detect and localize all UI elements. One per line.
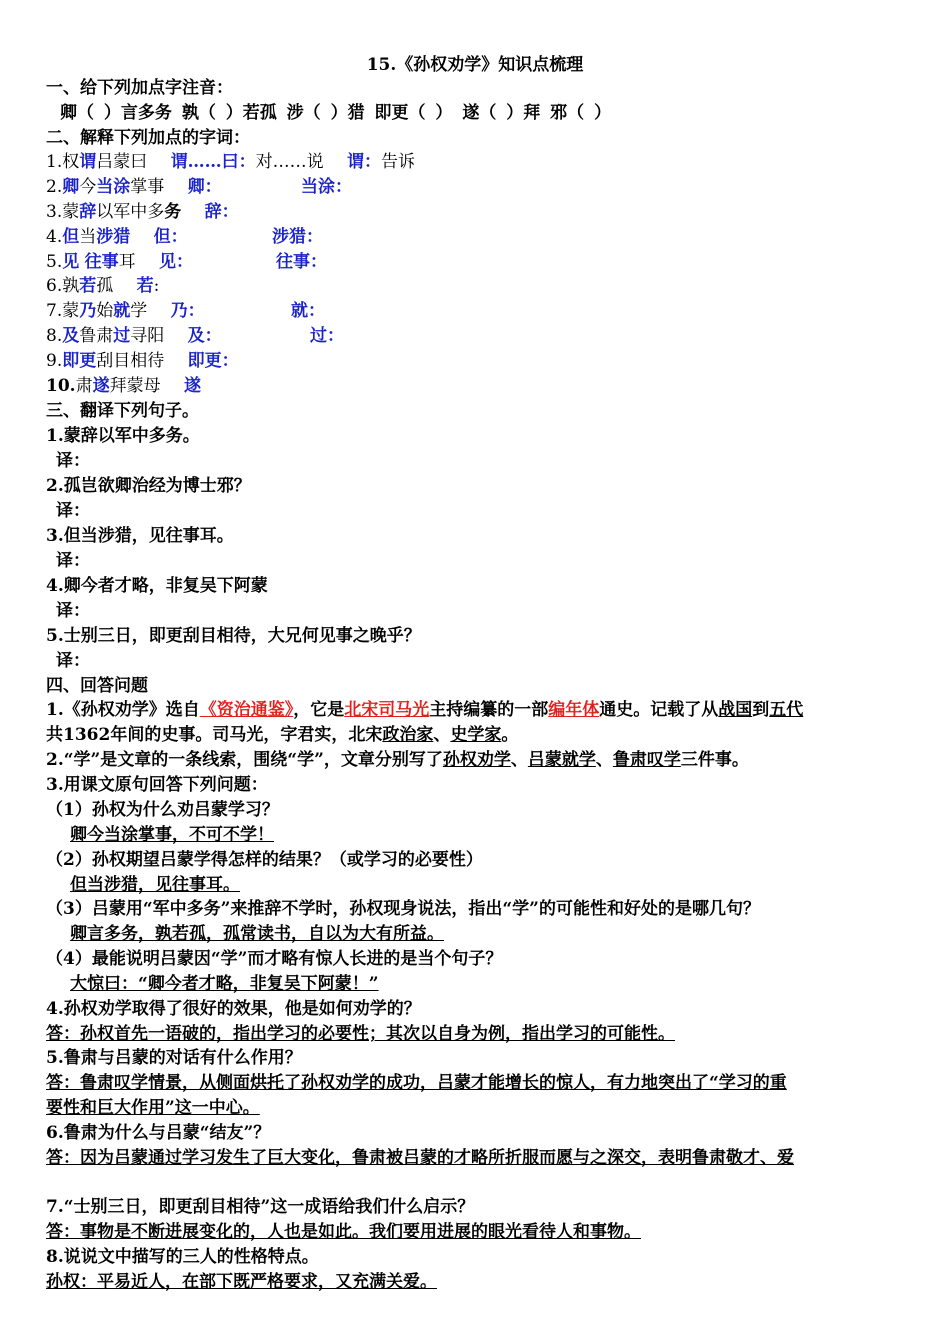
question-6: 6.鲁肃为什么与吕蒙“结友”？ — [46, 1123, 271, 1143]
question-2: 2.“学”是文章的一条线索，围绕“学”，文章分别写了孙权劝学、吕蒙就学、鲁肃叹学三件事。 — [46, 750, 749, 770]
question-3-2: （2）孙权期望吕蒙学得怎样的结果？（或学习的必要性） — [46, 850, 483, 870]
page-title: 15.《孙权劝学》知识点梳理 — [366, 55, 584, 75]
answer-7: 答：事物是不断进展变化的，人也是如此。我们要用进展的眼光看待人和事物。 — [46, 1222, 641, 1242]
translate-sentence-3: 3.但当涉猎，见往事耳。 — [46, 526, 234, 546]
translate-label-5: 译： — [56, 651, 90, 671]
vocab-item-10: 10.肃遂拜蒙母 遂 — [46, 376, 201, 396]
translate-label-2: 译： — [56, 501, 90, 521]
answer-3-3: 卿言多务，孰若孤，孤常读书，自以为大有所益。 — [70, 924, 444, 944]
section-1-heading: 一、给下列加点字注音： — [46, 78, 233, 98]
vocab-item-1: 1.权谓吕蒙曰 谓……曰：对……说 谓：告诉 — [46, 152, 416, 172]
pinyin-items: 卿（ ）言多务 孰（ ）若孤 涉（ ）猎 即更（ ） 遂（ ）拜 邪（ ） — [60, 103, 612, 123]
vocab-item-9: 9.即更刮目相待 即更： — [46, 351, 239, 371]
vocab-item-8: 8.及鲁肃过寻阳 及： 过： — [46, 326, 344, 346]
answer-3-1: 卿今当涂掌事，不可不学！ — [70, 825, 274, 845]
vocab-item-5: 5.见 往事耳 见： 往事： — [46, 252, 327, 272]
translate-label-4: 译： — [56, 601, 90, 621]
question-7: 7.“士别三日，即更刮目相待”这一成语给我们什么启示？ — [46, 1197, 475, 1217]
answer-3-4: 大惊曰：“卿今者才略，非复吴下阿蒙！” — [70, 974, 379, 994]
translate-sentence-5: 5.士别三日，即更刮目相待，大兄何见事之晚乎？ — [46, 626, 421, 646]
answer-5-line-1: 答：鲁肃叹学情景，从侧面烘托了孙权劝学的成功，吕蒙才能增长的惊人，有力地突出了“学习的重 — [46, 1073, 787, 1093]
answer-3-2: 但当涉猎，见往事耳。 — [70, 875, 240, 895]
translate-sentence-4: 4.卿今者才略，非复吴下阿蒙 — [46, 576, 268, 596]
section-2-heading: 二、解释下列加点的字词： — [46, 128, 250, 148]
section-4-heading: 四、回答问题 — [46, 676, 148, 696]
question-8: 8.说说文中描写的三人的性格特点。 — [46, 1247, 319, 1267]
answer-5-line-2: 要性和巨大作用”这一中心。 — [46, 1098, 260, 1118]
vocab-item-3: 3.蒙辞以军中多务 辞： — [46, 202, 239, 222]
question-1-line-2: 共1362年间的史事。司马光，字君实，北宋政治家、史学家。 — [46, 725, 519, 745]
question-3: 3.用课文原句回答下列问题： — [46, 775, 268, 795]
question-3-1: （1）孙权为什么劝吕蒙学习？ — [46, 800, 279, 820]
question-1-line-1: 1.《孙权劝学》选自《资治通鉴》，它是北宋司马光主持编纂的一部编年体通史。记载了从战国到五代 — [46, 700, 804, 720]
translate-label-1: 译： — [56, 451, 90, 471]
translate-sentence-2: 2.孤岂欲卿治经为博士邪？ — [46, 476, 251, 496]
question-4: 4.孙权劝学取得了很好的效果，他是如何劝学的？ — [46, 999, 421, 1019]
answer-4: 答：孙权首先一语破的，指出学习的必要性；其次以自身为例，指出学习的可能性。 — [46, 1024, 675, 1044]
translate-sentence-1: 1.蒙辞以军中多务。 — [46, 426, 200, 446]
vocab-item-4: 4.但当涉猎 但： 涉猎： — [46, 227, 323, 247]
vocab-item-7: 7.蒙乃始就学 乃： 就： — [46, 301, 325, 321]
answer-6: 答：因为吕蒙通过学习发生了巨大变化，鲁肃被吕蒙的才略所折服而愿与之深交，表明鲁肃敬才、爱 — [46, 1148, 794, 1168]
section-3-heading: 三、翻译下列句子。 — [46, 401, 199, 421]
question-3-3: （3）吕蒙用“军中多务”来推辞不学时，孙权现身说法，指出“学”的可能性和好处的是哪几句？ — [46, 899, 760, 919]
translate-label-3: 译： — [56, 551, 90, 571]
question-3-4: （4）最能说明吕蒙因“学”而才略有惊人长进的是当个句子？ — [46, 949, 503, 969]
vocab-item-2: 2.卿今当涂掌事 卿： 当涂： — [46, 177, 352, 197]
question-5: 5.鲁肃与吕蒙的对话有什么作用？ — [46, 1048, 302, 1068]
answer-8: 孙权：平易近人，在部下既严格要求，又充满关爱。 — [46, 1272, 437, 1292]
vocab-item-6: 6.孰若孤 若: — [46, 276, 160, 296]
